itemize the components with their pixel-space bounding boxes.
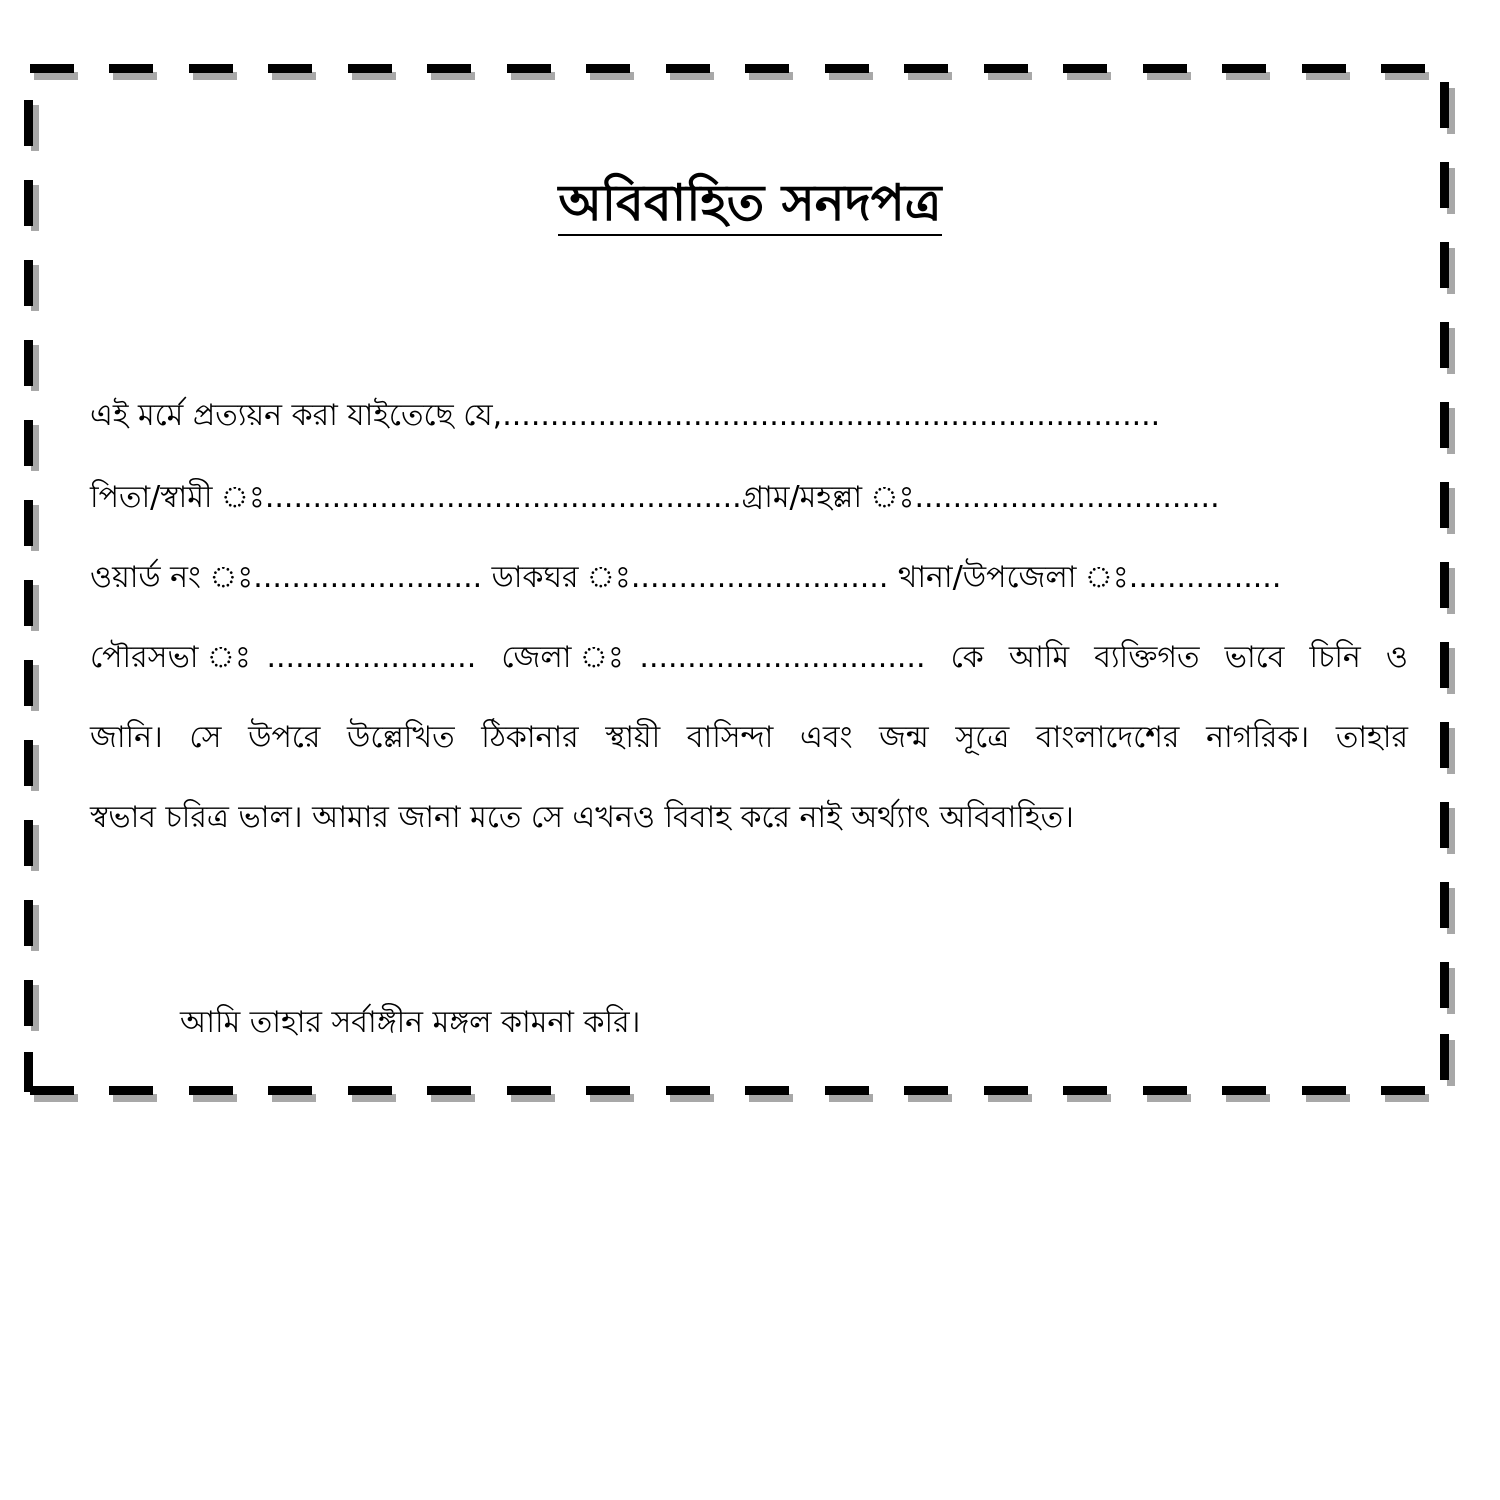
body-line-5: জানি। সে উপরে উল্লেখিত ঠিকানার স্থায়ী বাসিন্দা এবং জন্ম সূত্রে বাংলাদেশের নাগরিক। তাহার <box>90 720 1408 755</box>
body-line-4: পৌরসভা ঃ...................... জেলা ঃ.............................. কে আমি ব্যক্তিগত ভাবে চিনি ও <box>90 640 1408 675</box>
body-line-6: স্বভাব চরিত্র ভাল। আমার জানা মতে সে এখনও বিবাহ করে নাই অর্থ্যাৎ অবিবাহিত। <box>90 800 1074 835</box>
body-line-3: ওয়ার্ড নং ঃ........................ ডাকঘর ঃ........................... থানা/উপজেলা ঃ................ <box>90 560 1282 595</box>
certificate-title <box>400 168 1100 238</box>
body-line-2: পিতা/স্বামী ঃ..................................................গ্রাম/মহল্লা ঃ................................ <box>90 480 1220 515</box>
closing-statement: আমি তাহার সর্বাঙ্গীন মঙ্গল কামনা করি। <box>180 1005 641 1040</box>
certificate-title-text: অবিবাহিত সনদপত্র <box>558 174 941 236</box>
body-line-1: এই মর্মে প্রত্যয়ন করা যাইতেছে যে,..................................................................... <box>90 398 1161 433</box>
